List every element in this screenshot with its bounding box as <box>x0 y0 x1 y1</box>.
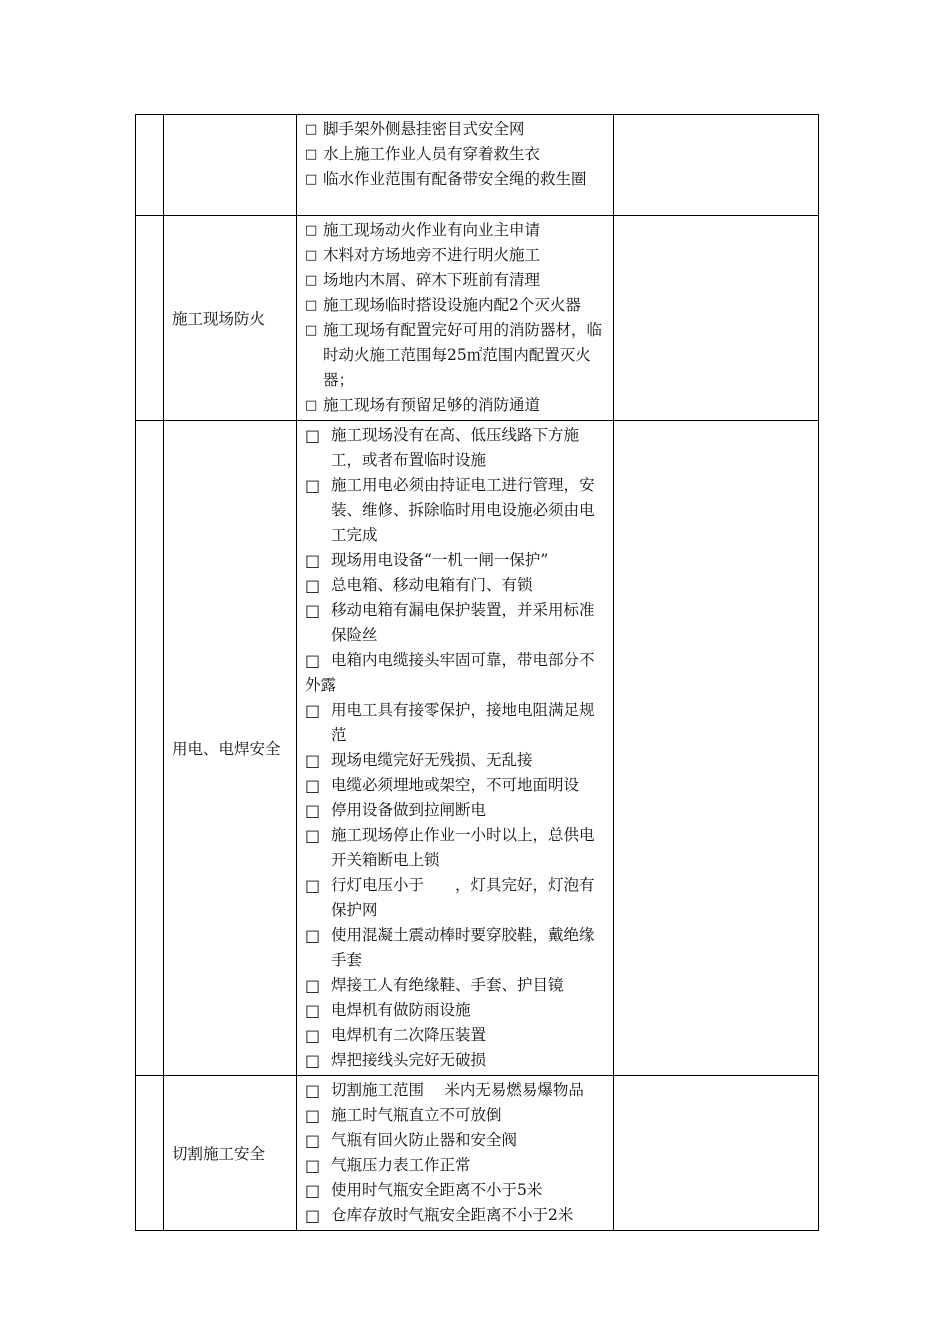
index-cell <box>136 421 164 1076</box>
checkbox-icon[interactable]: □ <box>305 1206 321 1225</box>
remarks-cell <box>614 1076 819 1231</box>
list-item: □ 场地内木屑、碎木下班前有清理 <box>305 268 605 293</box>
category-cell: 用电、电焊安全 <box>164 421 297 1076</box>
remarks-cell <box>614 421 819 1076</box>
items-cell <box>297 115 614 216</box>
checkbox-icon[interactable]: □ <box>305 476 321 495</box>
checkbox-icon[interactable]: □ <box>305 1131 321 1150</box>
list-item: □ 施工现场有预留足够的消防通道 <box>305 393 605 418</box>
list-item: □ 用电工具有接零保护，接地电阻满足规范 <box>305 698 605 748</box>
list-item: □ 现场电缆完好无残损、无乱接 <box>305 748 605 773</box>
checkbox-icon[interactable]: □ <box>305 398 318 413</box>
checkbox-icon[interactable]: □ <box>305 1081 321 1100</box>
list-item: □ 施工现场动火作业有向业主申请 <box>305 218 605 243</box>
list-item: □ 仓库存放时气瓶安全距离不小于2米 <box>305 1203 605 1228</box>
checkbox-icon[interactable]: □ <box>305 122 318 137</box>
checkbox-icon[interactable]: □ <box>305 576 321 595</box>
list-item: □ 切割施工范围 米内无易燃易爆物品 <box>305 1078 605 1103</box>
checkbox-icon[interactable]: □ <box>305 1106 321 1125</box>
list-item: □ 施工用电必须由持证电工进行管理，安装、维修、拆除临时用电设施必须由电工完成 <box>305 473 605 548</box>
checkbox-icon[interactable]: □ <box>305 426 321 445</box>
list-item: □ 电焊机有二次降压装置 <box>305 1023 605 1048</box>
checkbox-icon[interactable]: □ <box>305 1181 321 1200</box>
index-cell <box>136 216 164 421</box>
list-item: □ 电缆必须埋地或架空，不可地面明设 <box>305 773 605 798</box>
remarks-cell <box>614 115 819 216</box>
checkbox-icon[interactable]: □ <box>305 147 318 162</box>
table-row <box>136 115 819 216</box>
category-cell: 施工现场防火 <box>164 216 297 421</box>
checkbox-icon[interactable]: □ <box>305 298 318 313</box>
list-item: □ 施工时气瓶直立不可放倒 <box>305 1103 605 1128</box>
checkbox-icon[interactable]: □ <box>305 551 321 570</box>
checkbox-icon[interactable]: □ <box>305 926 321 945</box>
checkbox-icon[interactable]: □ <box>305 223 318 238</box>
list-item: □ 施工现场停止作业一小时以上，总供电开关箱断电上锁 <box>305 823 605 873</box>
list-item: □ 电箱内电缆接头牢固可靠，带电部分不外露 <box>305 648 605 698</box>
checkbox-icon[interactable]: □ <box>305 273 318 288</box>
safety-checklist-table <box>135 114 819 1231</box>
list-item: □ 脚手架外侧悬挂密目式安全网 <box>305 117 605 142</box>
list-item: □ 焊接工人有绝缘鞋、手套、护目镜 <box>305 973 605 998</box>
list-item: □ 移动电箱有漏电保护装置，并采用标准保险丝 <box>305 598 605 648</box>
list-item: □ 施工现场临时搭设设施内配2个灭火器 <box>305 293 605 318</box>
checkbox-icon[interactable]: □ <box>305 776 321 795</box>
list-item: □ 停用设备做到拉闸断电 <box>305 798 605 823</box>
list-item: □ 总电箱、移动电箱有门、有锁 <box>305 573 605 598</box>
list-item: □ 水上施工作业人员有穿着救生衣 <box>305 142 605 167</box>
items-cell <box>297 216 614 421</box>
checkbox-icon[interactable]: □ <box>305 1026 321 1045</box>
list-item: □ 现场用电设备“一机一闸一保护” <box>305 548 605 573</box>
checkbox-icon[interactable]: □ <box>305 876 321 895</box>
list-item: □ 施工现场没有在高、低压线路下方施工，或者布置临时设施 <box>305 423 605 473</box>
checkbox-icon[interactable]: □ <box>305 976 321 995</box>
index-cell <box>136 115 164 216</box>
list-item: □ 气瓶有回火防止器和安全阀 <box>305 1128 605 1153</box>
list-item: □ 气瓶压力表工作正常 <box>305 1153 605 1178</box>
checkbox-icon[interactable]: □ <box>305 801 321 820</box>
checkbox-icon[interactable]: □ <box>305 1051 321 1070</box>
checkbox-icon[interactable]: □ <box>305 826 321 845</box>
category-cell <box>164 115 297 216</box>
items-cell <box>297 421 614 1076</box>
checkbox-icon[interactable]: □ <box>305 601 321 620</box>
checkbox-icon[interactable]: □ <box>305 701 321 720</box>
table-row <box>136 1076 819 1231</box>
category-cell: 切割施工安全 <box>164 1076 297 1231</box>
checkbox-icon[interactable]: □ <box>305 172 318 187</box>
list-item: □ 施工现场有配置完好可用的消防器材，临时动火施工范围每25㎡范围内配置灭火器； <box>305 318 605 393</box>
list-item: □ 行灯电压小于 ，灯具完好，灯泡有保护网 <box>305 873 605 923</box>
index-cell <box>136 1076 164 1231</box>
table-row <box>136 216 819 421</box>
remarks-cell <box>614 216 819 421</box>
list-item: □ 木料对方场地旁不进行明火施工 <box>305 243 605 268</box>
list-item: □ 电焊机有做防雨设施 <box>305 998 605 1023</box>
list-item: □ 使用混凝土震动棒时要穿胶鞋，戴绝缘手套 <box>305 923 605 973</box>
checkbox-icon[interactable]: □ <box>305 751 321 770</box>
table-row <box>136 421 819 1076</box>
checkbox-icon[interactable]: □ <box>305 248 318 263</box>
checkbox-icon[interactable]: □ <box>305 323 318 338</box>
list-item: □ 焊把接线头完好无破损 <box>305 1048 605 1073</box>
checkbox-icon[interactable]: □ <box>305 1001 321 1020</box>
list-item: □ 使用时气瓶安全距离不小于5米 <box>305 1178 605 1203</box>
checkbox-icon[interactable]: □ <box>305 1156 321 1175</box>
list-item: □ 临水作业范围有配备带安全绳的救生圈 <box>305 167 605 192</box>
checkbox-icon[interactable]: □ <box>305 651 321 670</box>
items-cell <box>297 1076 614 1231</box>
